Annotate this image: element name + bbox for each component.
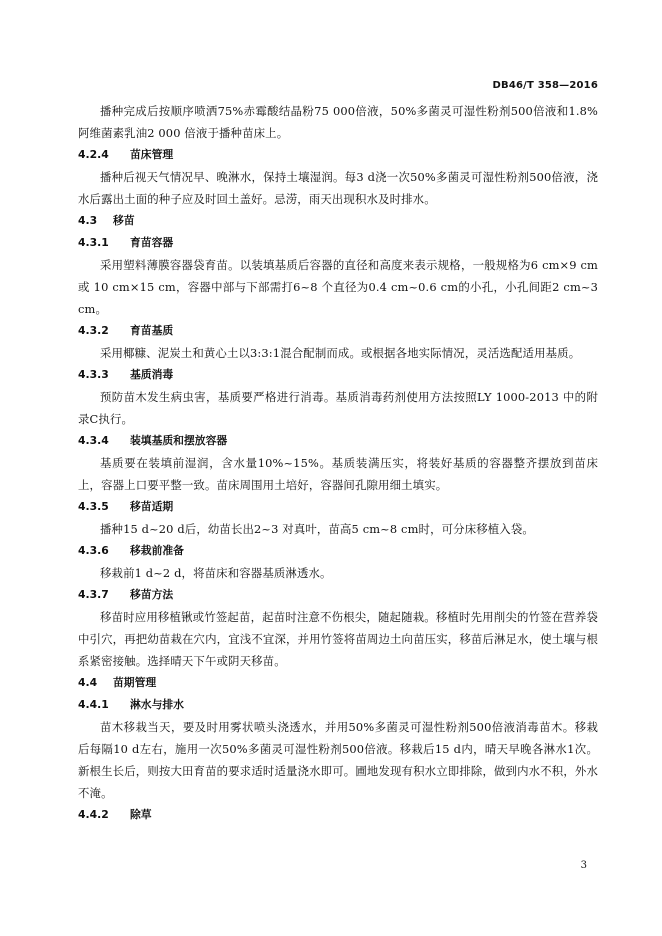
section-number: 4.3.1 xyxy=(78,236,109,249)
section-number: 4.3.4 xyxy=(78,434,109,447)
paragraph: 播种15 d~20 d后，幼苗长出2~3 对真叶，苗高5 cm~8 cm时，可分床移植入袋。 xyxy=(100,522,534,536)
section-number: 4.3.6 xyxy=(78,544,109,557)
section-title: 移苗适期 xyxy=(130,500,174,513)
section-title: 移苗 xyxy=(113,214,135,227)
paragraph: 采用椰糠、泥炭土和黄心土以3:3:1混合配制而成。或根据各地实际情况，灵活选配适用基质。 xyxy=(100,346,581,360)
page-number: 3 xyxy=(580,860,587,871)
paragraph: 苗木移栽当天，要及时用雾状喷头浇透水，并用50%多菌灵可湿性粉剂500倍液消毒苗木。移栽后每隔10 d左右，施用一次50%多菌灵可湿性粉剂500倍液。移栽后15 d内，晴天早晚各淋水1次。新根生长后，则按大田育苗的要求适时适量浇水即可。圃地发现有积水立即排除，做到内水不积，外水不淹。 xyxy=(78,720,598,800)
paragraph: 基质要在装填前湿润，含水量10%~15%。基质装满压实，将装好基质的容器整齐摆放到苗床上，容器上口要平整一致。苗床周围用土培好，容器间孔隙用细土填实。 xyxy=(78,456,598,492)
section-title: 育苗容器 xyxy=(130,236,174,249)
paragraph: 采用塑料薄膜容器袋育苗。以装填基质后容器的直径和高度来表示规格，一般规格为6 cm×9 cm 或 10 cm×15 cm，容器中部与下部需打6~8 个直径为0.4 cm~0.6 cm的小孔，小孔间距2 cm~3 cm。 xyxy=(78,258,598,316)
section-heading xyxy=(78,672,598,694)
section-heading xyxy=(78,144,598,166)
section-heading xyxy=(78,584,598,606)
section-title: 移苗方法 xyxy=(130,588,174,601)
document-body xyxy=(78,100,598,826)
section-heading xyxy=(78,804,598,826)
section-title: 基质消毒 xyxy=(130,368,174,381)
section-title: 移栽前准备 xyxy=(130,544,184,557)
section-heading xyxy=(78,430,598,452)
section-number: 4.3.7 xyxy=(78,588,109,601)
paragraph: 移栽前1 d~2 d，将苗床和容器基质淋透水。 xyxy=(100,566,332,580)
section-title: 装填基质和摆放容器 xyxy=(130,434,228,447)
section-heading xyxy=(78,496,598,518)
section-title: 育苗基质 xyxy=(130,324,174,337)
section-number: 4.3.5 xyxy=(78,500,109,513)
section-number: 4.4.2 xyxy=(78,808,109,821)
standard-code: DB46/T 358—2016 xyxy=(492,80,598,91)
section-title: 苗床管理 xyxy=(130,148,174,161)
section-number: 4.3.2 xyxy=(78,324,109,337)
section-number: 4.2.4 xyxy=(78,148,109,161)
section-number: 4.3.3 xyxy=(78,368,109,381)
section-number: 4.3 xyxy=(78,214,98,227)
section-title: 淋水与排水 xyxy=(130,698,184,711)
section-heading xyxy=(78,364,598,386)
section-number: 4.4 xyxy=(78,676,98,689)
section-number: 4.4.1 xyxy=(78,698,109,711)
section-heading xyxy=(78,540,598,562)
section-heading xyxy=(78,320,598,342)
section-heading xyxy=(78,210,598,232)
paragraph: 预防苗木发生病虫害，基质要严格进行消毒。基质消毒药剂使用方法按照LY 1000-2013 中的附录C执行。 xyxy=(78,390,598,426)
section-title: 除草 xyxy=(130,808,152,821)
paragraph: 播种后视天气情况早、晚淋水，保持土壤湿润。每3 d浇一次50%多菌灵可湿性粉剂500倍液，浇水后露出土面的种子应及时回土盖好。忌涝，雨天出现积水及时排水。 xyxy=(78,170,598,206)
section-title: 苗期管理 xyxy=(113,676,157,689)
section-heading xyxy=(78,232,598,254)
section-heading xyxy=(78,694,598,716)
paragraph: 播种完成后按顺序喷洒75%赤霉酸结晶粉75 000倍液，50%多菌灵可湿性粉剂500倍液和1.8%阿维菌素乳油2 000 倍液于播种苗床上。 xyxy=(78,104,598,140)
paragraph: 移苗时应用移植锹或竹签起苗，起苗时注意不伤根尖，随起随栽。移植时先用削尖的竹签在营养袋中引穴，再把幼苗栽在穴内，宜浅不宜深，并用竹签将苗周边土向苗压实，移苗后淋足水，使土壤与根系紧密接触。选择晴天下午或阴天移苗。 xyxy=(78,610,598,668)
